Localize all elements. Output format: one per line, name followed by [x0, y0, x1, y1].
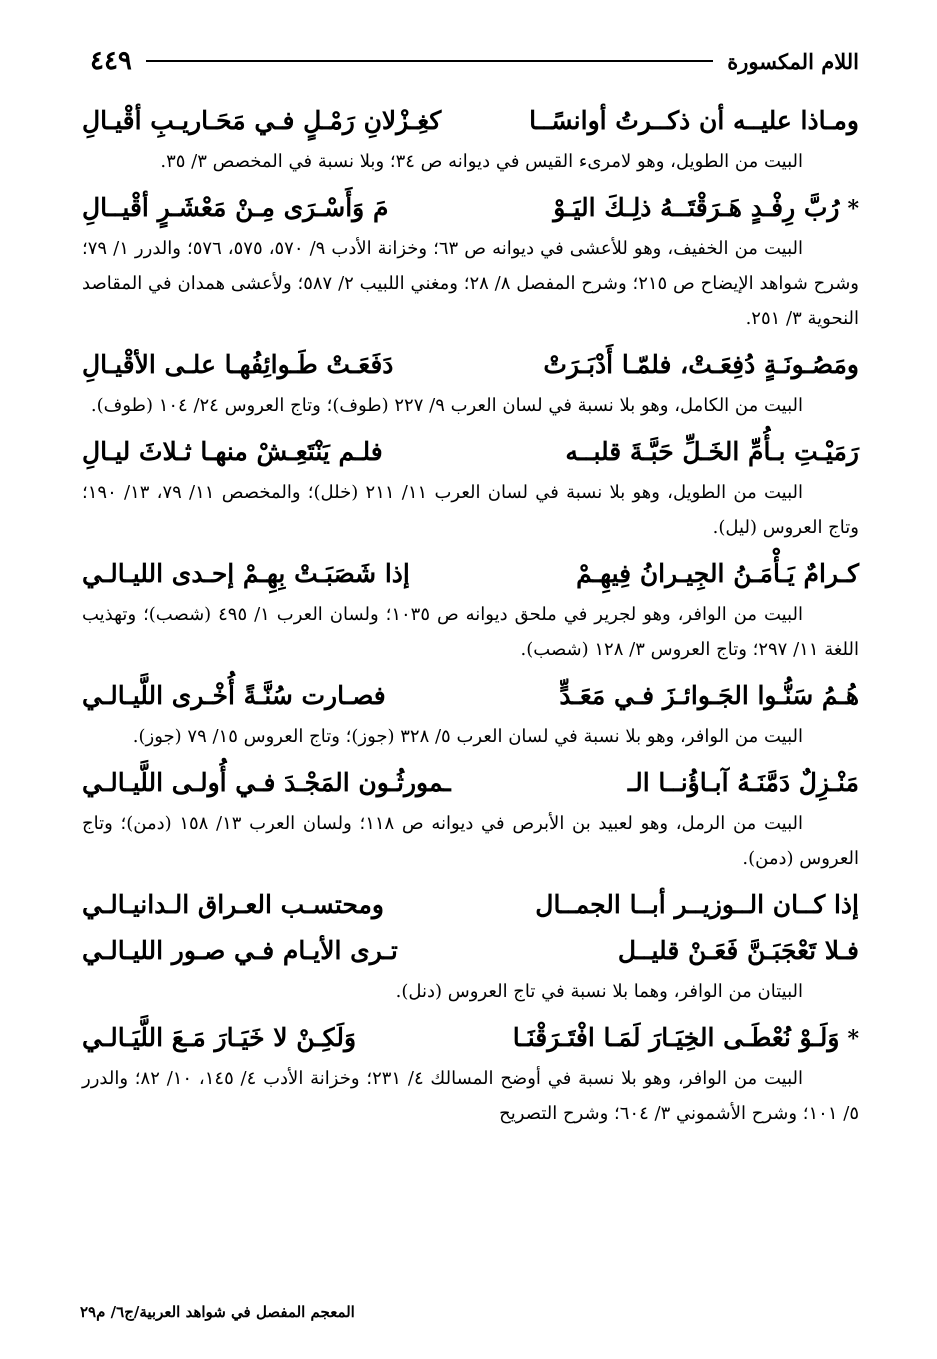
asterisk-marker: *	[847, 1026, 859, 1052]
verse-first-hemistich	[543, 342, 859, 388]
hemistich-text: إذا كــان الــوزيــر أبــا الجمــال	[535, 890, 859, 919]
verse-second-hemistich: فلـم يَنْتَعِـشْ منهـا ثـلاثَ ليـالِ	[82, 437, 383, 466]
chapter-title: اللام المكسورة	[727, 48, 859, 74]
hemistich-text: رُبَّ رِفْـدٍ هَـرَقْتَــهُ ذلِـكَ اليَـوْ	[553, 193, 840, 222]
verse-first-hemistich	[576, 551, 859, 597]
verse-line	[82, 928, 859, 974]
hemistich-text: مَنْـزِلٌ دَمَّنَـهُ آبـاؤُنــا الـ	[627, 768, 859, 797]
page-footer: المعجم المفصل في شواهد العربية/ج٦/ م٢٩	[80, 1303, 355, 1321]
verse-first-hemistich	[618, 928, 859, 974]
verse-second-hemistich: إذا شَصَبَـتْ بِهِـمْ إحـدى الليـالـي	[82, 559, 410, 588]
verse-first-hemistich	[529, 98, 859, 144]
hemistich-text: ومَصُـونَـةٍ دُفِعَـتْ، فلمّـا أَدْبَـرَتْ	[543, 350, 859, 379]
verse-line	[82, 760, 859, 806]
verse-first-hemistich	[628, 760, 859, 806]
page-content	[82, 98, 859, 1137]
verse-line	[82, 342, 859, 388]
verse-line	[82, 673, 859, 719]
verse-second-hemistich: فصـارت سُنَّـةً أُخْـرى اللَّيـالـي	[82, 681, 386, 710]
hemistich-text: ومـاذا عليــه أن ذكــرتُ أوانسًــا	[529, 106, 859, 135]
verse-line	[82, 185, 859, 231]
verse-citation-note: البيت من الوافر، وهو لجرير في ملحق ديوانه ص ١٠٣٥؛ ولسان العرب ١/ ٤٩٥ (شصب)؛ وتهذيب اللغة ١١/ ٢٩٧؛ وتاج العروس ٣/ ١٢٨ (شصب).	[82, 604, 859, 660]
header-rule	[146, 60, 713, 62]
verse-second-hemistich: تـرى الأيـام فـي صـور الليـالـي	[82, 936, 398, 965]
verse-citation-note: البيت من الرمل، وهو لعبيد بن الأبرص في ديوانه ص ١١٨؛ ولسان العرب ١٣/ ١٥٨ (دمن)؛ وتاج العروس (دمن).	[82, 813, 859, 869]
verse-first-hemistich	[559, 673, 859, 719]
hemistich-text: فـلا تَعْجَبَـنَّ فَعَـنْ قليــل	[617, 936, 859, 965]
verse-second-hemistich: وَلَكِـنْ لا خَيَـارَ مَـعَ اللَّيَـالـي	[82, 1023, 357, 1052]
verse-citation-note: البيت من الخفيف، وهو للأعشى في ديوانه ص ٦٣؛ وخزانة الأدب ٩/ ٥٧٠، ٥٧٥، ٥٧٦؛ والدرر ١/ ٧٩؛ وشرح شواهد الإيضاح ص ٢١٥؛ وشرح المفصل ٨/ ٢٨؛ ومغني اللبيب ٢/ ٥٨٧؛ ولأعشى همدان في المقاصد النحوية ٣/ ٢٥١.	[82, 238, 859, 329]
verse-citation-note: البيتان من الوافر، وهما بلا نسبة في تاج العروس (دنل).	[395, 981, 803, 1002]
verse-first-hemistich	[565, 429, 859, 475]
verse-citation-note: البيت من الوافر، وهو بلا نسبة في أوضح المسالك ٤/ ٢٣١؛ وخزانة الأدب ٤/ ١٤٥، ١٠/ ٨٢؛ والدرر ٥/ ١٠١؛ وشرح الأشموني ٣/ ٦٠٤؛ وشرح التصريح	[82, 1068, 859, 1124]
hemistich-text: هُـمُ سَنُّـوا الجَـوائـزَ فـي مَعَـدٍّ	[559, 681, 859, 710]
verse-second-hemistich: دَفَعَـتْ طَـوائِفُهـا علـى الأقْيـالِ	[82, 350, 394, 379]
verse-citation-note: البيت من الطويل، وهو بلا نسبة في لسان العرب ١١/ ٢١١ (خلل)؛ والمخصص ١١/ ٧٩، ١٣/ ١٩٠؛ وتاج العروس (ليل).	[82, 482, 859, 538]
verse-first-hemistich	[535, 882, 859, 928]
hemistich-text: وَلَـوْ نُعْطَـى الخِيَـارَ لَمَـا افْتَـرَقْنَـا	[512, 1023, 840, 1052]
verse-second-hemistich: ومحتسـب العـراق الـدانيـالـي	[82, 890, 384, 919]
page-number: ٤٤٩	[90, 46, 132, 76]
verse-second-hemistich: ـمورثُـون المَجْـدَ فـي أُولـى اللَّيـالـي	[82, 768, 451, 797]
verse-first-hemistich	[553, 185, 859, 232]
page-header	[90, 44, 859, 78]
verse-citation-note: البيت من الطويل، وهو لامرىء القيس في ديوانه ص ٣٤؛ وبلا نسبة في المخصص ٣/ ٣٥.	[160, 151, 803, 172]
asterisk-marker: *	[847, 196, 859, 222]
verse-citation-note: البيت من الكامل، وهو بلا نسبة في لسان العرب ٩/ ٢٢٧ (طوف)؛ وتاج العروس ٢٤/ ١٠٤ (طوف).	[90, 395, 803, 416]
hemistich-text: رَمَيْـتِ بـأُمِّ الخَـلِّ حَبَّـةَ قلبــه	[565, 437, 859, 466]
verse-line	[82, 551, 859, 597]
verse-second-hemistich: مَ وَأَسْـرَى مِـنْ مَعْشَـرٍ أقْيــالِ	[82, 193, 389, 222]
verse-citation-note: البيت من الوافر، وهو بلا نسبة في لسان العرب ٥/ ٣٢٨ (جوز)؛ وتاج العروس ١٥/ ٧٩ (جوز).	[132, 726, 803, 747]
verse-second-hemistich: كغِـزْلانِ رَمْـلٍ فـي مَحَـاريـبِ أقْيـالِ	[82, 106, 442, 135]
verse-line	[82, 429, 859, 475]
verse-line	[82, 1015, 859, 1061]
verse-line	[82, 882, 859, 928]
verse-first-hemistich	[513, 1015, 859, 1062]
hemistich-text: كـرامٌ يَـأْمَـنُ الجِيـرانُ فِيهِـمْ	[576, 559, 859, 588]
verse-line	[82, 98, 859, 144]
